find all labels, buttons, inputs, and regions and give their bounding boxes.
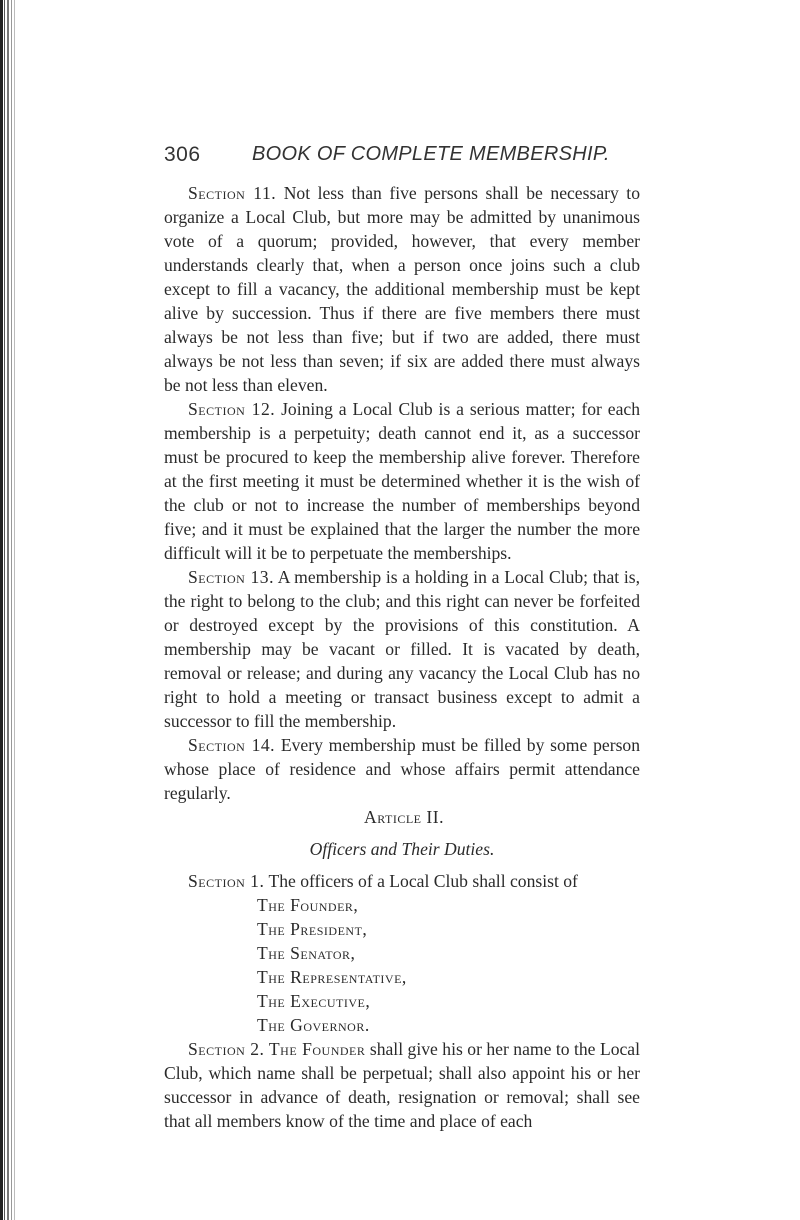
article-section-1 xyxy=(164,869,640,893)
officer-item: The Senator, xyxy=(257,943,356,963)
section-label: Section 2. xyxy=(188,1039,265,1059)
article-title: Article II. xyxy=(364,807,444,827)
officer-item: The Founder, xyxy=(257,895,359,915)
officer-item: The Representative, xyxy=(257,967,407,987)
article-section-2 xyxy=(164,1037,640,1133)
section-12 xyxy=(164,397,640,565)
section-text: Not less than five persons shall be necessary to organize a Local Club, but more may be admitted by unanimous vote of a quorum; provided, however, that every member understands clearly that, when a person once joins such a club except to fill a vacancy, the additional membership must be kept alive by succession. Thus if there are five members there must always be not less than five; but if two are added, there must always be not less than seven; if six are added there must always be not less than eleven. xyxy=(164,183,640,395)
section-11 xyxy=(164,181,640,397)
section-text: The officers of a Local Club shall consist of xyxy=(268,871,578,891)
section-lead: The Founder xyxy=(268,1039,366,1059)
section-13 xyxy=(164,565,640,733)
section-label: Section 1. xyxy=(188,871,265,891)
section-label: Section 14. xyxy=(188,735,276,755)
section-text: Joining a Local Club is a serious matter; for each membership is a perpetuity; death cannot end it, as a successor must be procured to keep the membership alive forever. Therefore at the first meeting it must be determined whether it is the wish of the club or not to increase the number of memberships beyond five; and it must be explained that the larger the number the more difficult will it be to perpetuate the memberships. xyxy=(164,399,640,563)
running-head: BOOK OF COMPLETE MEMBERSHIP. xyxy=(252,143,610,165)
officer-item: The Governor. xyxy=(257,1015,370,1035)
page-header xyxy=(0,143,800,171)
section-text: shall give his or her name to the Local Club, which name shall be perpetual; shall also appoint his or her successor in advance of death, resignation or removal; shall see that all members know of the time and place of each xyxy=(164,1039,640,1131)
article-subtitle: Officers and Their Duties. xyxy=(309,839,495,859)
officer-item: The Executive, xyxy=(257,991,371,1011)
section-text: Every membership must be filled by some person whose place of residence and whose affairs permit attendance regularly. xyxy=(164,735,641,803)
section-label: Section 13. xyxy=(188,567,274,587)
section-label: Section 12. xyxy=(188,399,276,419)
page-body xyxy=(164,181,640,1133)
officer-list xyxy=(164,893,640,1037)
officer-item: The President, xyxy=(257,919,368,939)
section-label: Section 11. xyxy=(188,183,277,203)
section-14 xyxy=(164,733,640,805)
book-binding-edge xyxy=(0,0,16,1220)
page-number: 306 xyxy=(164,143,201,166)
section-text: A membership is a holding in a Local Club; that is, the right to belong to the club; and this right can never be forfeited or destroyed except by the provisions of this constitution. A membership may be vacant or filled. It is vacated by death, removal or release; and during any vacancy the Local Club has no right to hold a meeting or transact business except to admit a successor to fill the membership. xyxy=(164,567,640,731)
